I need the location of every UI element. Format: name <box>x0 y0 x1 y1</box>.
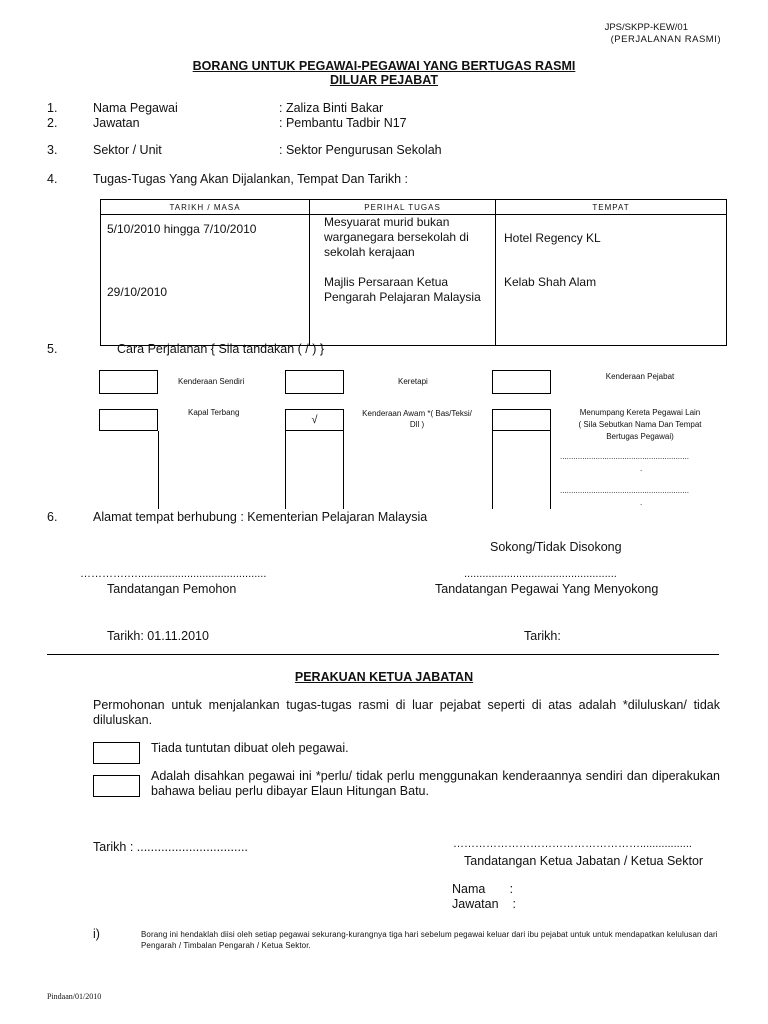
table-row <box>101 215 727 276</box>
row-place: Hotel Regency KL <box>496 215 727 276</box>
checkbox-public-transport[interactable] <box>285 409 344 431</box>
section-6-label: Alamat tempat berhubung : Kementerian Pelajaran Malaysia <box>93 510 428 524</box>
row-date: 5/10/2010 hingga 7/10/2010 <box>101 215 310 276</box>
supporter-date: Tarikh: <box>524 629 561 643</box>
ride-detail-dot: . <box>640 498 643 507</box>
label-office-vehicle: Kenderaan Pejabat <box>605 372 675 381</box>
head-date: Tarikh : ................................ <box>93 840 248 854</box>
ref-code: JPS/SKPP-KEW/01 <box>604 22 688 33</box>
checkbox-train[interactable] <box>285 370 344 394</box>
field-num-2: 2. <box>47 116 58 130</box>
head-signature-line: ……………………………………………................. <box>453 838 692 850</box>
field-value-name: : Zaliza Binti Bakar <box>279 101 384 115</box>
head-post-label: Jawatan : <box>452 897 516 911</box>
checkbox-plane[interactable] <box>99 409 158 431</box>
field-label-position: Jawatan <box>93 116 140 130</box>
support-status: Sokong/Tidak Disokong <box>490 540 622 554</box>
certification-paragraph: Permohonan untuk menjalankan tugas-tugas rasmi di luar pejabat seperti di atas adalah *diluluskan/ tidak diluluskan. <box>93 698 720 727</box>
box-extension-line <box>158 431 159 509</box>
label-plane: Kapal Terbang <box>188 408 240 417</box>
ref-note: (PERJALANAN RASMI) <box>610 34 721 45</box>
applicant-signature-label: Tandatangan Pemohon <box>107 582 237 596</box>
label-ride-line1: Menumpang Kereta Pegawai Lain <box>579 408 701 417</box>
field-label-name: Nama Pegawai <box>93 101 178 115</box>
checkbox-mileage[interactable] <box>93 775 140 797</box>
section-6-num: 6. <box>47 510 58 524</box>
applicant-date: Tarikh: 01.11.2010 <box>107 629 209 643</box>
label-no-claim: Tiada tuntutan dibuat oleh pegawai. <box>151 741 349 755</box>
checkbox-own-vehicle[interactable] <box>99 370 158 394</box>
field-value-sector: : Sektor Pengurusan Sekolah <box>279 143 442 157</box>
box-extension-line <box>285 431 286 509</box>
box-extension-line <box>492 431 493 509</box>
supporter-signature-line: .................................................. <box>464 568 617 580</box>
field-label-sector: Sektor / Unit <box>93 143 162 157</box>
section-4-num: 4. <box>47 172 58 186</box>
table-row <box>101 275 727 346</box>
section-divider <box>47 654 719 655</box>
checkbox-ride-along[interactable] <box>492 409 551 431</box>
revision-code: Pindaan/01/2010 <box>47 992 102 1001</box>
label-own-vehicle: Kenderaan Sendiri <box>178 377 245 386</box>
col-header-date: TARIKH / MASA <box>101 200 310 215</box>
row-duty: Majlis Persaraan Ketua Pengarah Pelajaran Malaysia <box>310 275 496 346</box>
checkbox-office-vehicle[interactable] <box>492 370 551 394</box>
col-header-place: TEMPAT <box>496 200 727 215</box>
head-name-label: Nama : <box>452 882 514 896</box>
field-num-1: 1. <box>47 101 58 115</box>
section-4-label: Tugas-Tugas Yang Akan Dijalankan, Tempat Dan Tarikh : <box>93 172 408 186</box>
checkbox-no-claim[interactable] <box>93 742 140 764</box>
label-public-transport: Kenderaan Awam *( Bas/Teksi/ Dll ) <box>362 409 472 429</box>
head-signature-label: Tandatangan Ketua Jabatan / Ketua Sektor <box>464 854 704 868</box>
certification-title: PERAKUAN KETUA JABATAN <box>294 670 474 684</box>
applicant-signature-line: ………….….......................................... <box>80 568 267 580</box>
label-train: Keretapi <box>398 377 428 386</box>
label-ride-line3: Bertugas Pegawai) <box>606 432 674 441</box>
label-ride-line2: ( Sila Sebutkan Nama Dan Tempat <box>578 420 702 429</box>
footnote-marker: i) <box>93 927 100 941</box>
row-place: Kelab Shah Alam <box>496 275 727 346</box>
box-extension-line <box>550 431 551 509</box>
supporter-signature-label: Tandatangan Pegawai Yang Menyokong <box>435 582 659 596</box>
box-extension-line <box>343 431 344 509</box>
footnote-text: Borang ini hendaklah diisi oleh setiap pegawai sekurang-kurangnya tiga hari sebelum pegawai keluar dari ibu pejabat untuk untuk mendapatkan kelulusan dari Pengarah / Timbalan Pengarah / Ketua Sektor. <box>141 930 718 950</box>
ride-detail-dot: . <box>640 464 643 473</box>
ride-detail-line: .......................................................... <box>560 452 689 461</box>
ride-detail-line: .......................................................... <box>560 486 689 495</box>
field-value-position: : Pembantu Tadbir N17 <box>279 116 407 130</box>
field-num-3: 3. <box>47 143 58 157</box>
form-subtitle: DILUAR PEJABAT <box>329 73 439 87</box>
section-5-num: 5. <box>47 342 58 356</box>
duty-table <box>100 199 727 346</box>
label-mileage: Adalah disahkan pegawai ini *perlu/ tidak perlu menggunakan kenderaannya sendiri dan diperakukan bahawa beliau perlu dibayar Elaun Hitungan Batu. <box>151 769 720 798</box>
row-duty: Mesyuarat murid bukan warganegara bersekolah di sekolah kerajaan <box>310 215 496 276</box>
section-5-label: Cara Perjalanan { Sila tandakan ( / ) } <box>117 342 325 356</box>
col-header-duty: PERIHAL TUGAS <box>310 200 496 215</box>
row-date: 29/10/2010 <box>101 275 310 346</box>
form-title: BORANG UNTUK PEGAWAI-PEGAWAI YANG BERTUGAS RASMI <box>192 59 576 73</box>
check-mark: √ <box>311 414 318 426</box>
